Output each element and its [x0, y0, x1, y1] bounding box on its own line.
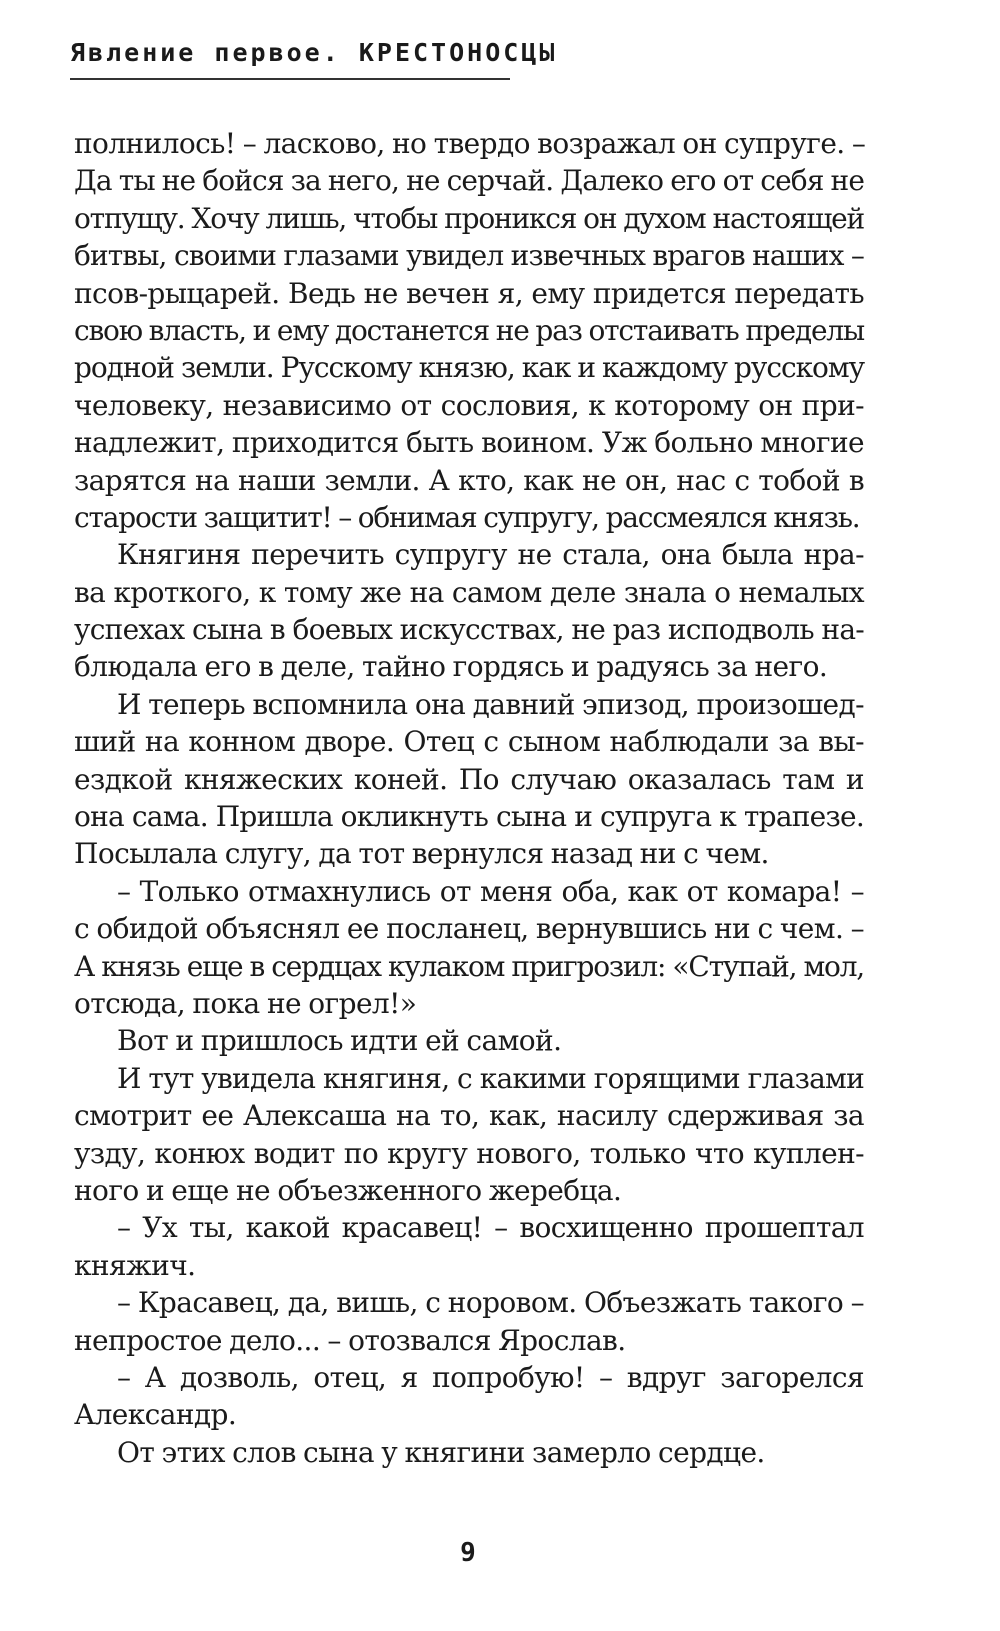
text-line: А князь еще в сердцах кулаком пригрозил: «Ступай, мол,	[74, 949, 864, 983]
text-line: старости защитит! – обнимая супругу, рассмеялся князь.	[74, 500, 860, 534]
text-line: зарятся на наши земли. А кто, как не он, нас с тобой в	[74, 463, 864, 497]
page-number: 9	[460, 1538, 476, 1568]
running-header-section: Явление первое.	[70, 38, 341, 67]
text-line: От этих слов сына у княгини замерло сердце.	[117, 1435, 765, 1469]
text-line: ного и еще не объезженного жеребца.	[74, 1173, 622, 1207]
text-line: узду, конюх водит по кругу нового, только что куплен-	[74, 1136, 864, 1170]
text-line: – А дозволь, отец, я попробую! – вдруг загорелся	[117, 1360, 864, 1394]
text-line: – Красавец, да, вишь, с норовом. Объезжать такого –	[117, 1286, 864, 1320]
text-line: непростое дело... – отозвался Ярослав.	[74, 1323, 626, 1357]
text-line: успехах сына в боевых искусствах, не раз исподволь на-	[74, 613, 864, 647]
text-line: псов-рыцарей. Ведь не вечен я, ему придется передать	[74, 276, 864, 310]
text-line: – Ух ты, какой красавец! – восхищенно прошептал	[117, 1211, 864, 1245]
text-line: Да ты не бойся за него, не серчай. Далеко его от себя не	[74, 164, 864, 198]
text-line: надлежит, приходится быть воином. Уж больно многие	[74, 426, 864, 460]
text-line: блюдала его в деле, тайно гордясь и радуясь за него.	[74, 650, 828, 684]
text-line: родной земли. Русскому князю, как и каждому русскому	[74, 351, 864, 385]
text-line: она сама. Пришла окликнуть сына и супруга к трапезе.	[74, 800, 864, 834]
text-line: отсюда, пока не огрел!»	[74, 986, 417, 1020]
text-line: ший на конном дворе. Отец с сыном наблюдали за вы-	[74, 725, 864, 759]
text-line: И тут увидела княгиня, с какими горящими глазами	[117, 1061, 864, 1095]
text-line: ва кроткого, к тому же на самом деле знала о немалых	[74, 575, 864, 609]
text-line: княжич.	[74, 1248, 196, 1282]
body-text	[74, 125, 864, 1471]
running-header	[70, 38, 557, 68]
running-header-title: КРЕСТОНОСЦЫ	[358, 38, 558, 67]
text-line: свою власть, и ему достанется не раз отстаивать пределы	[74, 313, 864, 347]
text-line: отпущу. Хочу лишь, чтобы проникся он духом настоящей	[74, 201, 864, 235]
text-line: Княгиня перечить супругу не стала, она была нра-	[117, 538, 864, 572]
text-line: Посылала слугу, да тот вернулся назад ни с чем.	[74, 837, 769, 871]
text-line: И теперь вспомнила она давний эпизод, произошед-	[117, 687, 864, 721]
text-line: полнилось! – ласково, но твердо возражал он супруге. –	[74, 127, 866, 160]
text-line: с обидой объяснял ее посланец, вернувшись ни с чем. –	[74, 912, 864, 946]
text-line: смотрит ее Алексаша на то, как, насилу сдерживая за	[74, 1099, 864, 1133]
text-line: Александр.	[74, 1398, 237, 1432]
text-line: человеку, независимо от сословия, к которому он при-	[74, 388, 864, 422]
text-line: Вот и пришлось идти ей самой.	[117, 1024, 562, 1058]
text-line: – Только отмахнулись от меня оба, как от комара! –	[117, 874, 864, 908]
text-line: битвы, своими глазами увидел извечных врагов наших –	[74, 239, 864, 273]
text-line: ездкой княжеских коней. По случаю оказалась там и	[74, 762, 864, 796]
header-rule	[70, 78, 510, 80]
